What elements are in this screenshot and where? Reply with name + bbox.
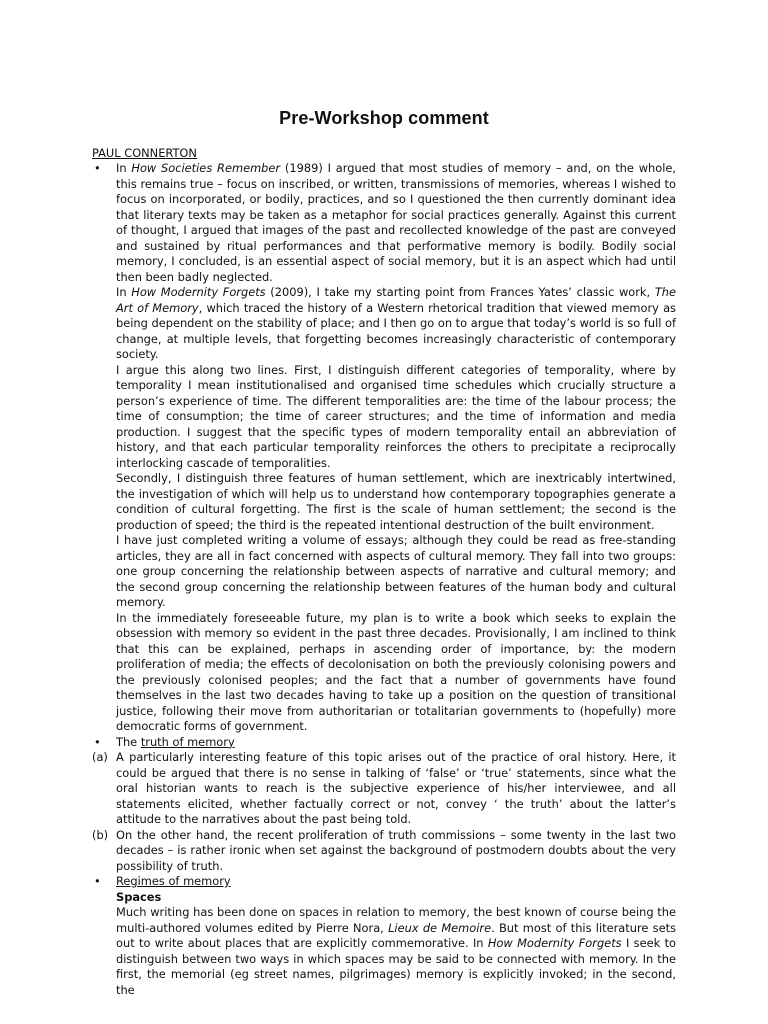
text-span: In: [116, 285, 132, 299]
paragraph-how-societies-remember: [116, 161, 676, 285]
book-title: How Modernity Forgets: [131, 285, 266, 299]
bullet-item-truth-of-memory: [92, 735, 676, 751]
list-marker-a: (a): [92, 750, 108, 764]
book-title: Lieux de Memoire: [388, 920, 492, 935]
paragraph-truth-commissions: On the other hand, the recent proliferation of truth commissions – some twenty in the last two decades – is rather ironic when set against the background of postmodern doubts about the very possibility of truth.: [116, 827, 676, 873]
page-title: Pre-Workshop comment: [279, 108, 489, 128]
bullet-item-regimes-of-memory: [92, 874, 676, 998]
section-heading-regimes: Regimes of memory: [116, 874, 231, 888]
text-span: (2009), I take my starting point from Frances Yates’ classic work,: [265, 285, 655, 299]
list-item-b: [92, 828, 676, 875]
list-marker-b: (b): [92, 827, 109, 842]
bullet-marker: •: [94, 874, 101, 888]
book-title: How Modernity Forgets: [487, 936, 622, 950]
bullet-marker: •: [94, 161, 101, 175]
underlined-heading: truth of memory: [140, 734, 235, 749]
book-title: The Art of Memory: [116, 285, 677, 315]
text-span: , which traced the history of a Western rhetorical tradition that viewed memory as being dependent on the stability of place; and I then go on to argue that today’s world is so full of change, at multiple levels, that forgetting becomes increasingly characteristic of contemporary society.: [116, 300, 676, 361]
text-span: The: [116, 734, 141, 749]
list-item-a: [92, 750, 676, 828]
text-span: In: [116, 161, 132, 175]
author-name: PAUL CONNERTON: [92, 146, 197, 160]
paragraph-essays: I have just completed writing a volume of essays; although they could be read as free-standing articles, they are all in fact concerned with aspects of cultural memory. They fall into two groups: one group concerning the relationship between aspects of narrative and cultural memory; and the second group concerning the relationship between features of the human body and cultural memory.: [116, 533, 676, 609]
book-title: How Societies Remember: [131, 161, 281, 175]
paragraph-how-modernity-forgets: [116, 285, 676, 363]
text-span: . But most of this literature sets out to write about places that are explicitly commemorative. In: [116, 920, 677, 950]
paragraph-spaces: [116, 905, 676, 998]
bullet-item-research: [92, 161, 676, 735]
section-heading-truth: [116, 735, 676, 751]
document-body: [92, 161, 676, 998]
paragraph-settlement: Secondly, I distinguish three features of human settlement, which are inextricably intertwined, the investigation of which will help us to understand how contemporary topographies generate a condition of cultural forgetting. The first is the scale of human settlement; the second is the production of speed; the third is the repeated intentional destruction of the built environment.: [116, 471, 676, 532]
subheading-spaces: Spaces: [116, 889, 162, 904]
text-span: I seek to distinguish between two ways in which spaces may be said to be connected with memory. In the first, the memorial (eg street names, pilgrimages) memory is explicitly invoked; in the second, the: [116, 936, 677, 997]
text-span: Much writing has been done on spaces in relation to memory, the best known of course being the multi-authored volumes edited by Pierre Nora,: [116, 905, 676, 935]
bullet-marker: •: [94, 734, 101, 749]
paragraph-oral-history: A particularly interesting feature of this topic arises out of the practice of oral history. Here, it could be argued that there is no sense in talking of ‘false’ or ‘true’ statements, since what the oral historian wants to reach is the subjective experience of his/her interviewee, and all statements elicited, whether factually correct or not, convey ‘ the truth’ about the latter’s attitude to the narratives about the past being told.: [116, 750, 676, 826]
text-span: (1989) I argued that most studies of memory – and, on the whole, this remains true – focus on inscribed, or written, transmissions of memories, whereas I wished to focus on incorporated, or bodily, practices, and so I questioned the then currently dominant idea that literary texts may be taken as a metaphor for social practices generally. Against this current of thought, I argued that images of the past and recollected knowledge of the past are conveyed and sustained by ritual performances and that performative memory is bodily. Bodily social memory, I concluded, is an essential aspect of social memory, but it is an aspect which had until then been badly neglected.: [116, 161, 677, 284]
paragraph-future-plans: In the immediately foreseeable future, my plan is to write a book which seeks to explain the obsession with memory so evident in the past three decades. Provisionally, I am inclined to think that this can be explained, perhaps in ascending order of importance, by: the modern proliferation of media; the effects of decolonisation on both the previously colonising powers and the previously colonised peoples; and the fact that a number of governments have found themselves in the last two decades having to take up a position on the question of transitional justice, following their move from authoritarian or totalitarian governments to (hopefully) more democratic forms of government.: [116, 610, 676, 733]
paragraph-temporality: I argue this along two lines. First, I distinguish different categories of temporality, where by temporality I mean institutionalised and organised time schedules which crucially structure a person’s experience of time. The different temporalities are: the time of the labour process; the time of consumption; the time of career structures; and the time of information and media production. I suggest that the specific types of modern temporality entail an abbreviation of history, and that each particular temporality reinforces the others to precipitate a reciprocally interlocking cascade of temporalities.: [116, 362, 676, 470]
